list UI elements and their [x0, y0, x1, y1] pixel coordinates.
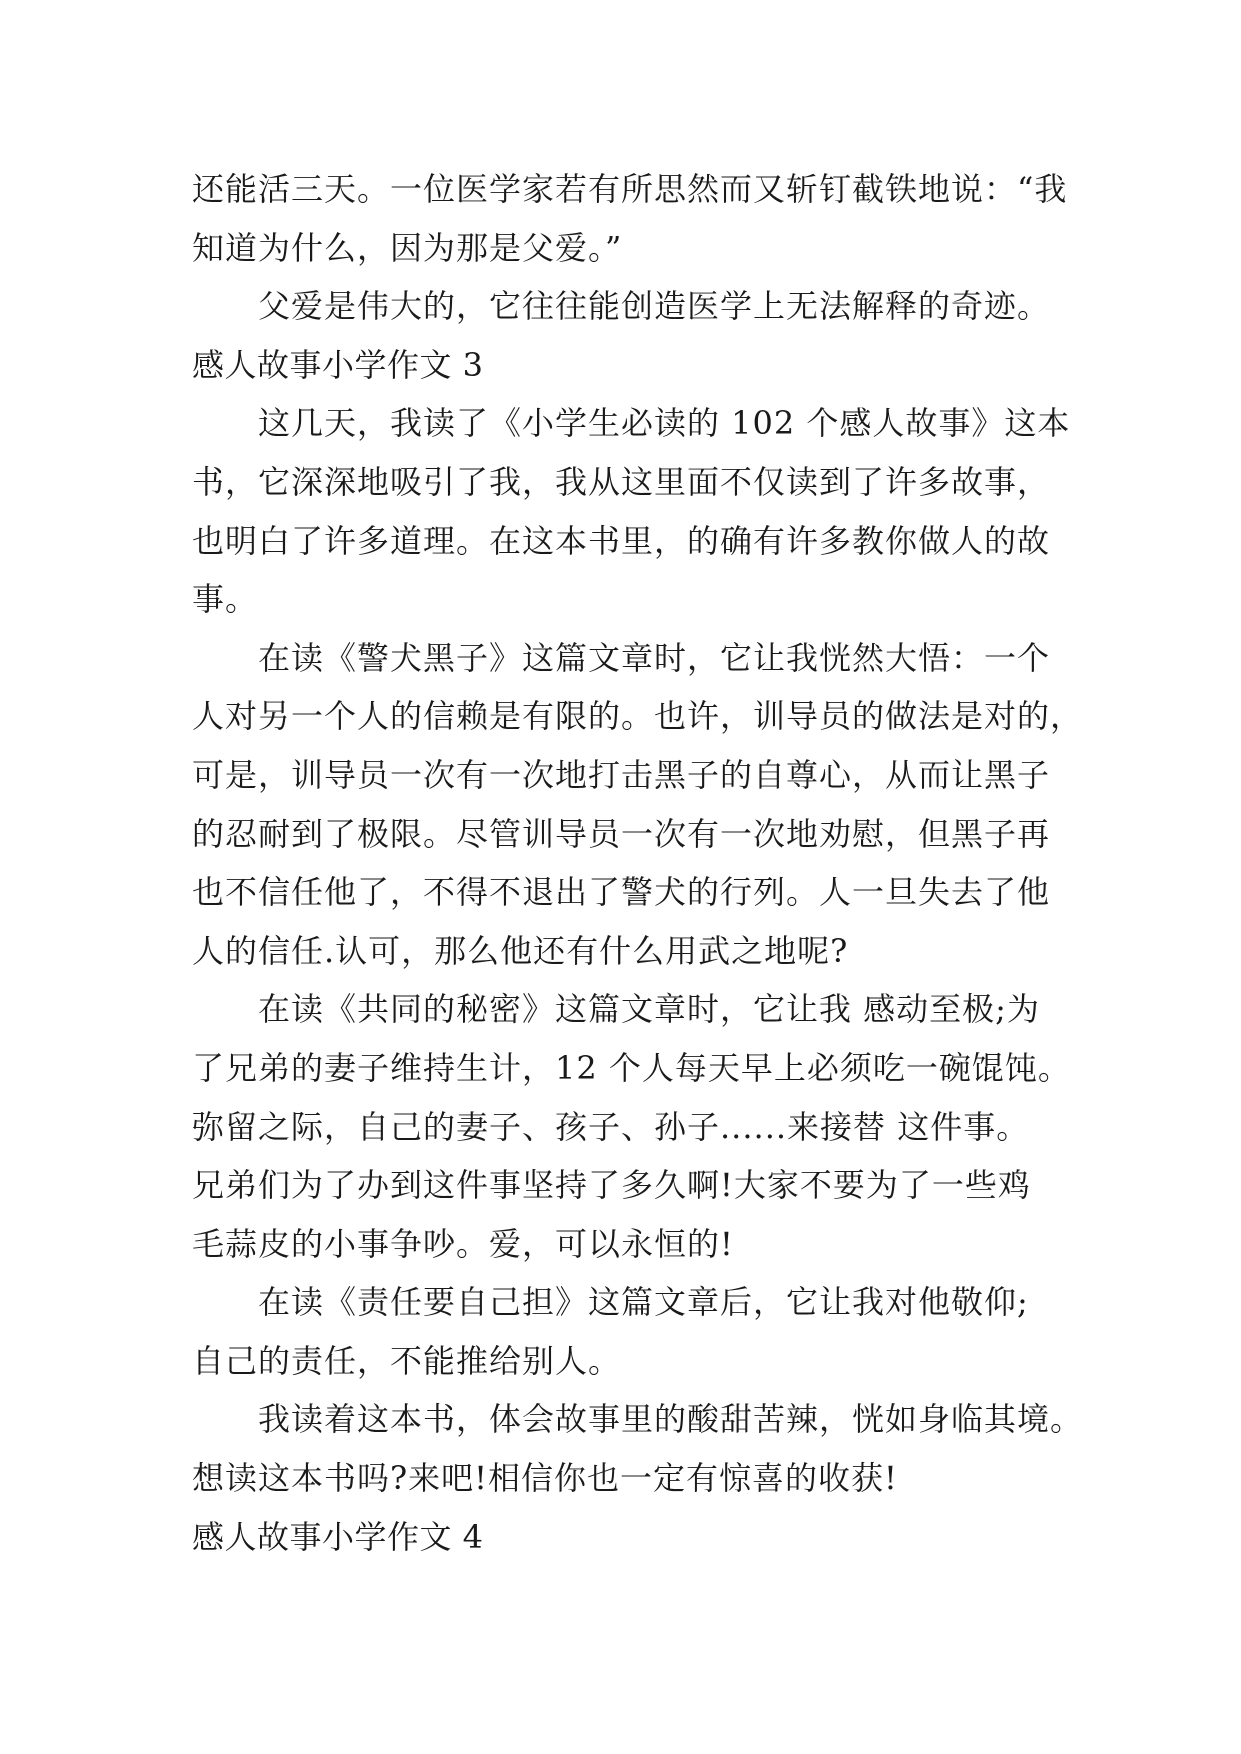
- text-line: 想读这本书吗?来吧!相信你也一定有惊喜的收获!: [192, 1459, 898, 1498]
- paragraph-line: 在读《责任要自己担》这篇文章后，它让我对他敬仰;: [258, 1283, 1029, 1322]
- section-heading: 感人故事小学作文 3: [192, 345, 484, 384]
- text-line: 人对另一个人的信赖是有限的。也许，训导员的做法是对的，: [192, 697, 1084, 736]
- text-line: 书，它深深地吸引了我，我从这里面不仅读到了许多故事，: [192, 462, 1051, 501]
- text-line: 还能活三天。一位医学家若有所思然而又斩钉截铁地说：“我: [192, 170, 1068, 208]
- text-line: 人的信任.认可，那么他还有什么用武之地呢?: [192, 931, 849, 970]
- paragraph-line: 在读《警犬黑子》这篇文章时，它让我恍然大悟：一个: [258, 638, 1051, 677]
- text-line: 也不信任他了，不得不退出了警犬的行列。人一旦失去了他: [192, 873, 1051, 912]
- paragraph-line: 父爱是伟大的，它往往能创造医学上无法解释的奇迹。: [258, 287, 1051, 326]
- text-line: 可是，训导员一次有一次地打击黑子的自尊心，从而让黑子: [192, 755, 1051, 794]
- paragraph-line: 在读《共同的秘密》这篇文章时，它让我 感动至极;为: [258, 990, 1040, 1029]
- text-line: 兄弟们为了办到这件事坚持了多久啊!大家不要为了一些鸡: [192, 1166, 1031, 1205]
- document-body: [192, 160, 1082, 1566]
- section-heading: 感人故事小学作文 4: [192, 1517, 484, 1556]
- text-line: 事。: [192, 580, 259, 619]
- paragraph-line: 这几天，我读了《小学生必读的 102 个感人故事》这本: [258, 404, 1071, 443]
- text-line: 弥留之际，自己的妻子、孩子、孙子......来接替 这件事。: [192, 1107, 1030, 1146]
- text-line: 也明白了许多道理。在这本书里，的确有许多教你做人的故: [192, 521, 1051, 560]
- text-line: 的忍耐到了极限。尽管训导员一次有一次地劝慰，但黑子再: [192, 814, 1051, 853]
- text-line: 自己的责任，不能推给别人。: [192, 1341, 622, 1380]
- text-line: 知道为什么，因为那是父爱。”: [192, 228, 623, 267]
- paragraph-line: 我读着这本书，体会故事里的酸甜苦辣，恍如身临其境。: [258, 1400, 1084, 1439]
- text-line: 了兄弟的妻子维持生计，12 个人每天早上必须吃一碗馄饨。: [192, 1048, 1071, 1087]
- text-line: 毛蒜皮的小事争吵。爱，可以永恒的!: [192, 1224, 734, 1263]
